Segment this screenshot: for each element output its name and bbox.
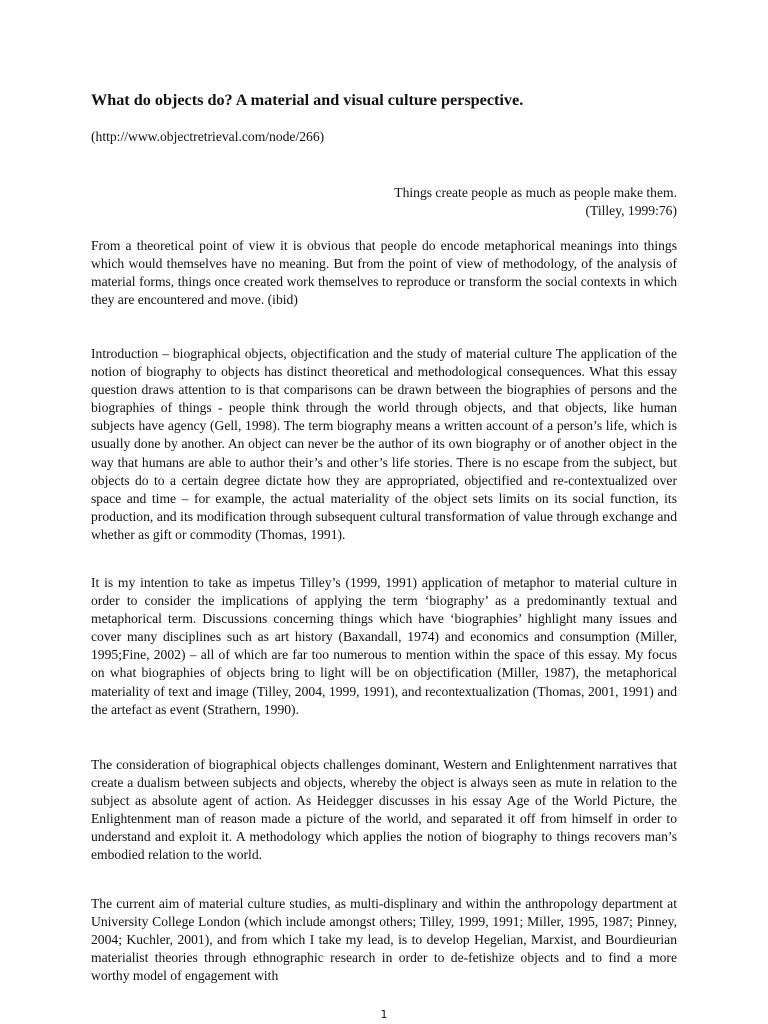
document-title: What do objects do? A material and visual culture perspective. <box>91 91 524 109</box>
source-url: (http://www.objectretrieval.com/node/266) <box>91 129 325 144</box>
paragraph-4: The consideration of biographical objects challenges dominant, Western and Enlightenment narratives that create a dualism between subjects and objects, whereby the object is always seen as mute in relation to the subject as absolute agent of action. As Heidegger discusses in his essay Age of the World Picture, the Enlightenment man of reason made a picture of the world, and separated it off from himself in order to understand and exploit it. A methodology which applies the notion of biography to things recovers man’s embodied relation to the world. <box>91 757 677 863</box>
paragraph-2: Introduction – biographical objects, objectification and the study of material culture The application of the notion of biography to objects has distinct theoretical and methodological consequences. What this essay question draws attention to is that comparisons can be drawn between the biographies of persons and the biographies of things - people think through the world through objects, and that objects, like human subjects have agency (Gell, 1998). The term biography means a written account of a person’s life, which is usually done by another. An object can never be the author of its own biography or of another object in the way that humans are able to author their’s and other’s life stories. There is no escape from the subject, but objects do to a certain degree dictate how they are appropriated, objectified and re-contextualized over space and time – for example, the actual materiality of the object sets limits on its social function, its production, and its modification through subsequent cultural transformation of value through exchange and whether as gift or commodity (Thomas, 1991). <box>91 346 677 542</box>
page-number: 1 <box>380 1008 388 1021</box>
paragraph-5: The current aim of material culture studies, as multi-displinary and within the anthropology department at University College London (which include amongst others; Tilley, 1999, 1991; Miller, 1995, 1987; Pinney, 2004; Kuchler, 2001), and from which I take my lead, is to develop Hegelian, Marxist, and Bourdieurian materialist theories through ethnographic research in order to de-fetishize objects and to find a more worthy model of engagement with <box>91 896 677 984</box>
epigraph-citation: (Tilley, 1999:76) <box>585 203 677 219</box>
paragraph-1: From a theoretical point of view it is obvious that people do encode metaphorical meanings into things which would themselves have no meaning. But from the point of view of methodology, of the analysis of material forms, things once created work themselves to reproduce or transform the social contexts in which they are encountered and move. (ibid) <box>91 238 677 308</box>
epigraph-quote: Things create people as much as people make them. <box>394 185 677 200</box>
epigraph <box>91 184 677 220</box>
paragraph-3: It is my intention to take as impetus Tilley’s (1999, 1991) application of metaphor to material culture in order to consider the implications of applying the term ‘biography’ as a predominantly textual and metaphorical term. Discussions concerning things which have ‘biographies’ highlight many issues and cover many disciplines such as art history (Baxandall, 1974) and economics and consumption (Miller, 1995;Fine, 2002) – all of which are far too numerous to mention within the space of this essay. My focus on what biographies of objects bring to light will be on objectification (Miller, 1987), the metaphorical materiality of text and image (Tilley, 2004, 1999, 1991), and recontextualization (Thomas, 2001, 1991) and the artefact as event (Strathern, 1990). <box>91 575 677 717</box>
